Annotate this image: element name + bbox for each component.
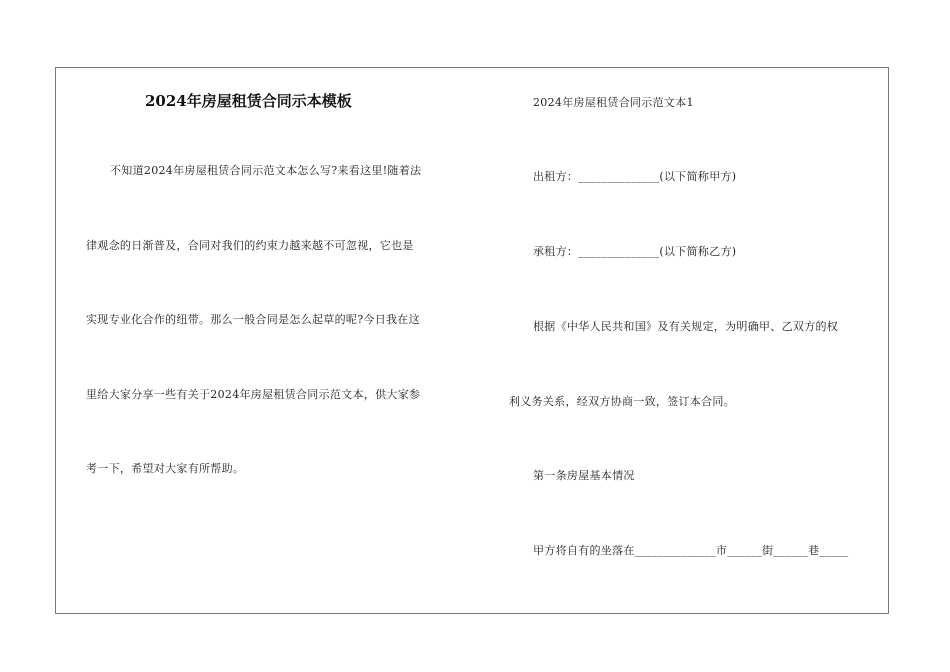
- page-border: [55, 67, 889, 614]
- lessee-line: 承租方：______________(以下简称乙方): [533, 245, 737, 258]
- left-paragraph-line-5: 考一下，希望对大家有所帮助。: [86, 462, 245, 475]
- left-paragraph-line-1: 不知道2024年房屋租赁合同示范文本怎么写?来看这里!随着法: [110, 164, 422, 177]
- lessor-line: 出租方：______________(以下简称甲方): [533, 170, 737, 183]
- left-paragraph-line-3: 实现专业化合作的纽带。那么一般合同是怎么起草的呢?今日我在这: [86, 313, 420, 326]
- clause-intro-line-2: 利义务关系，经双方协商一致，签订本合同。: [509, 395, 735, 408]
- left-paragraph-line-4: 里给大家分享一些有关于2024年房屋租赁合同示范文本，供大家参: [86, 388, 421, 401]
- left-paragraph-line-2: 律观念的日渐普及，合同对我们的约束力越来越不可忽视，它也是: [86, 239, 414, 252]
- right-heading: 2024年房屋租赁合同示范文本1: [533, 96, 694, 109]
- property-location-line: 甲方将自有的坐落在______________市______街______巷_____: [533, 544, 849, 557]
- article-one-heading: 第一条房屋基本情况: [533, 469, 635, 482]
- document-title: 2024年房屋租赁合同示本模板: [145, 92, 352, 110]
- clause-intro-line-1: 根据《中华人民共和国》及有关规定，为明确甲、乙双方的权: [533, 320, 839, 333]
